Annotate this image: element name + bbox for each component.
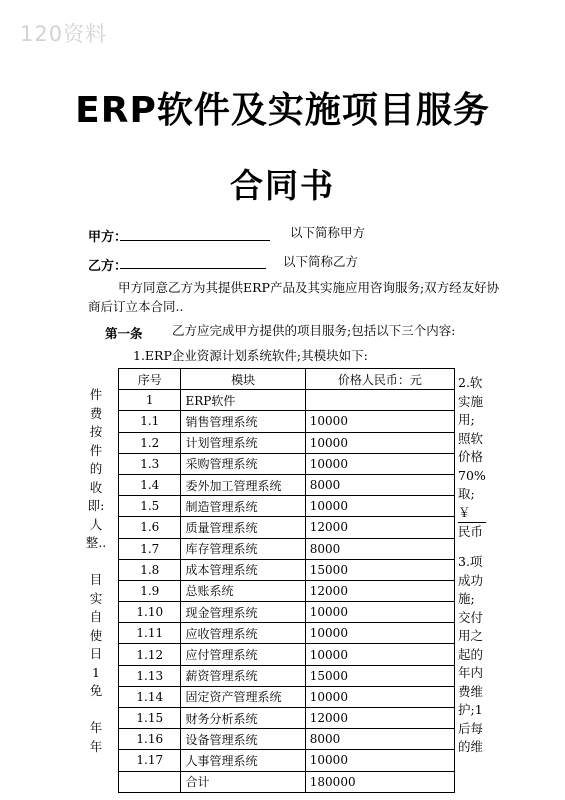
table-row [119,686,455,707]
party-a-note: 以下简称甲方 [290,225,366,240]
contract-subtitle: 合同书 [230,166,335,205]
left-fragment-char: 费 [89,405,103,421]
right-fragment-column-1 [458,374,486,542]
row-number: 1.10 [119,602,181,623]
party-a-blank [120,240,270,241]
row-number: 1.6 [119,517,181,538]
left-fragment-char: 实 [89,590,103,606]
row-number: 1.16 [119,729,181,750]
table-row [119,559,455,580]
header-price: 价格人民币：元 [305,369,454,390]
row-number: 1.14 [119,686,181,707]
table-header-row [119,369,455,390]
module-name: ERP软件 [181,390,305,411]
module-name: 采购管理系统 [181,453,305,474]
left-fragment-char: 使 [89,627,103,643]
module-price: 15000 [305,559,454,580]
module-price: 12000 [305,708,454,729]
table-row [119,517,455,538]
module-name: 销售管理系统 [181,411,305,432]
module-price: 10000 [305,453,454,474]
table-row [119,708,455,729]
left-fragment-column-1 [85,386,107,553]
row-number: 1.9 [119,580,181,601]
module-price [305,390,454,411]
module-name: 人事管理系统 [181,750,305,771]
right-fragment-text: 用之 [458,628,484,643]
module-name: 成本管理系统 [181,559,305,580]
module-name: 薪资管理系统 [181,665,305,686]
module-name: 现金管理系统 [181,602,305,623]
module-name: 制造管理系统 [181,496,305,517]
right-fragment-text: 年内 [458,665,484,680]
item-1-heading: 1.ERP企业资源计划系统软件;其模块如下: [133,348,368,363]
table-row [119,623,455,644]
module-price: 12000 [305,580,454,601]
right-fragment-text: 用; [458,412,475,427]
left-fragment-char: 收 [89,479,103,495]
right-fragment-text: 施; [458,591,475,606]
intro-line-2: 商后订立本合同.. [88,299,184,314]
left-fragment-char: 年 [89,738,103,754]
left-fragment-char: 年 [89,720,103,735]
article-1-text: 乙方应完成甲方提供的项目服务;包括以下三个内容: [172,323,456,338]
left-fragment-column-2 [85,571,107,756]
row-number: 1.12 [119,644,181,665]
module-price: 10000 [305,602,454,623]
module-name: 财务分析系统 [181,708,305,729]
table-row [119,538,455,559]
row-number: 1.4 [119,474,181,495]
left-fragment-char: 整.. [85,535,107,550]
row-number: 1 [119,390,181,411]
right-fragment-text: 交付 [458,609,484,625]
header-no: 序号 [119,369,181,390]
right-fragment-text: 2.软 [458,375,483,390]
right-fragment-text: ￥ [458,504,486,524]
party-a-label: 甲方： [88,230,128,245]
right-fragment-text: 价格 [458,449,484,464]
party-b-note: 以下简称乙方 [283,254,359,269]
intro-line-1: 甲方同意乙方为其提供ERP产品及其实施应用咨询服务;双方经友好协 [118,280,500,295]
header-module: 模块 [181,369,305,390]
module-name: 计划管理系统 [181,432,305,453]
right-fragment-text: 后每 [458,720,484,736]
module-name: 质量管理系统 [181,517,305,538]
party-b-label: 乙方： [88,259,128,274]
table-row [119,496,455,517]
watermark-logo: 120资料 [20,22,108,46]
module-name: 总账系统 [181,580,305,601]
right-fragment-text: 民币 [458,524,484,539]
left-fragment-char: 件 [89,442,103,458]
table-row [119,390,455,411]
party-b-blank [120,268,266,269]
left-fragment-char: 日 [89,646,103,661]
table-row [119,771,455,792]
left-fragment-char: 即: [87,498,105,513]
left-fragment-char [85,701,107,720]
row-number: 1.3 [119,453,181,474]
row-number: 1.5 [119,496,181,517]
right-fragment-text: 照软 [458,430,484,446]
module-price: 10000 [305,644,454,665]
module-name: 设备管理系统 [181,729,305,750]
module-price: 12000 [305,517,454,538]
row-number [119,771,181,792]
left-fragment-char: 按 [89,424,103,439]
table-row [119,453,455,474]
table-row [119,644,455,665]
right-fragment-text: 费维 [458,683,484,699]
module-name: 应付管理系统 [181,644,305,665]
right-fragment-text: 起的 [458,646,484,662]
row-number: 1.2 [119,432,181,453]
contract-title: ERP软件及实施项目服务 [75,90,490,131]
module-name: 应收管理系统 [181,623,305,644]
left-fragment-char: 的 [89,461,103,476]
left-fragment-char: 免 [89,683,103,698]
module-price: 8000 [305,538,454,559]
right-fragment-text: 70% [458,467,486,483]
table-row [119,432,455,453]
module-price: 10000 [305,623,454,644]
left-fragment-char: 目 [89,572,103,587]
table-row [119,729,455,750]
module-price-table [118,368,455,793]
row-number: 1.8 [119,559,181,580]
row-number: 1.11 [119,623,181,644]
row-number: 1.17 [119,750,181,771]
module-price: 10000 [305,750,454,771]
module-price: 180000 [305,771,454,792]
right-fragment-text: 护;1 [458,702,483,717]
table-row [119,602,455,623]
row-number: 1.13 [119,665,181,686]
left-fragment-char: 件 [89,387,103,402]
module-price: 8000 [305,474,454,495]
table-row [119,750,455,771]
row-number: 1.1 [119,411,181,432]
table-row [119,474,455,495]
left-fragment-char: 1 [92,664,100,680]
module-name: 合计 [181,771,305,792]
module-name: 库存管理系统 [181,538,305,559]
table-row [119,411,455,432]
module-price: 10000 [305,496,454,517]
module-price: 10000 [305,411,454,432]
module-price: 8000 [305,729,454,750]
table-row [119,665,455,686]
module-price: 10000 [305,686,454,707]
table-row [119,580,455,601]
right-fragment-text: 的维 [458,739,484,754]
right-fragment-text: 实施 [458,393,484,409]
right-fragment-text: 成功 [458,572,484,588]
module-price: 15000 [305,665,454,686]
left-fragment-char: 自 [89,609,103,624]
row-number: 1.7 [119,538,181,559]
right-fragment-text: 3.项 [458,554,483,569]
left-fragment-char: 人 [89,516,103,532]
module-name: 委外加工管理系统 [181,474,305,495]
article-1-label: 第一条 [105,326,143,341]
module-price: 10000 [305,432,454,453]
module-name: 固定资产管理系统 [181,686,305,707]
row-number: 1.15 [119,708,181,729]
right-fragment-column-2 [458,553,483,757]
right-fragment-text: 取; [458,486,475,501]
